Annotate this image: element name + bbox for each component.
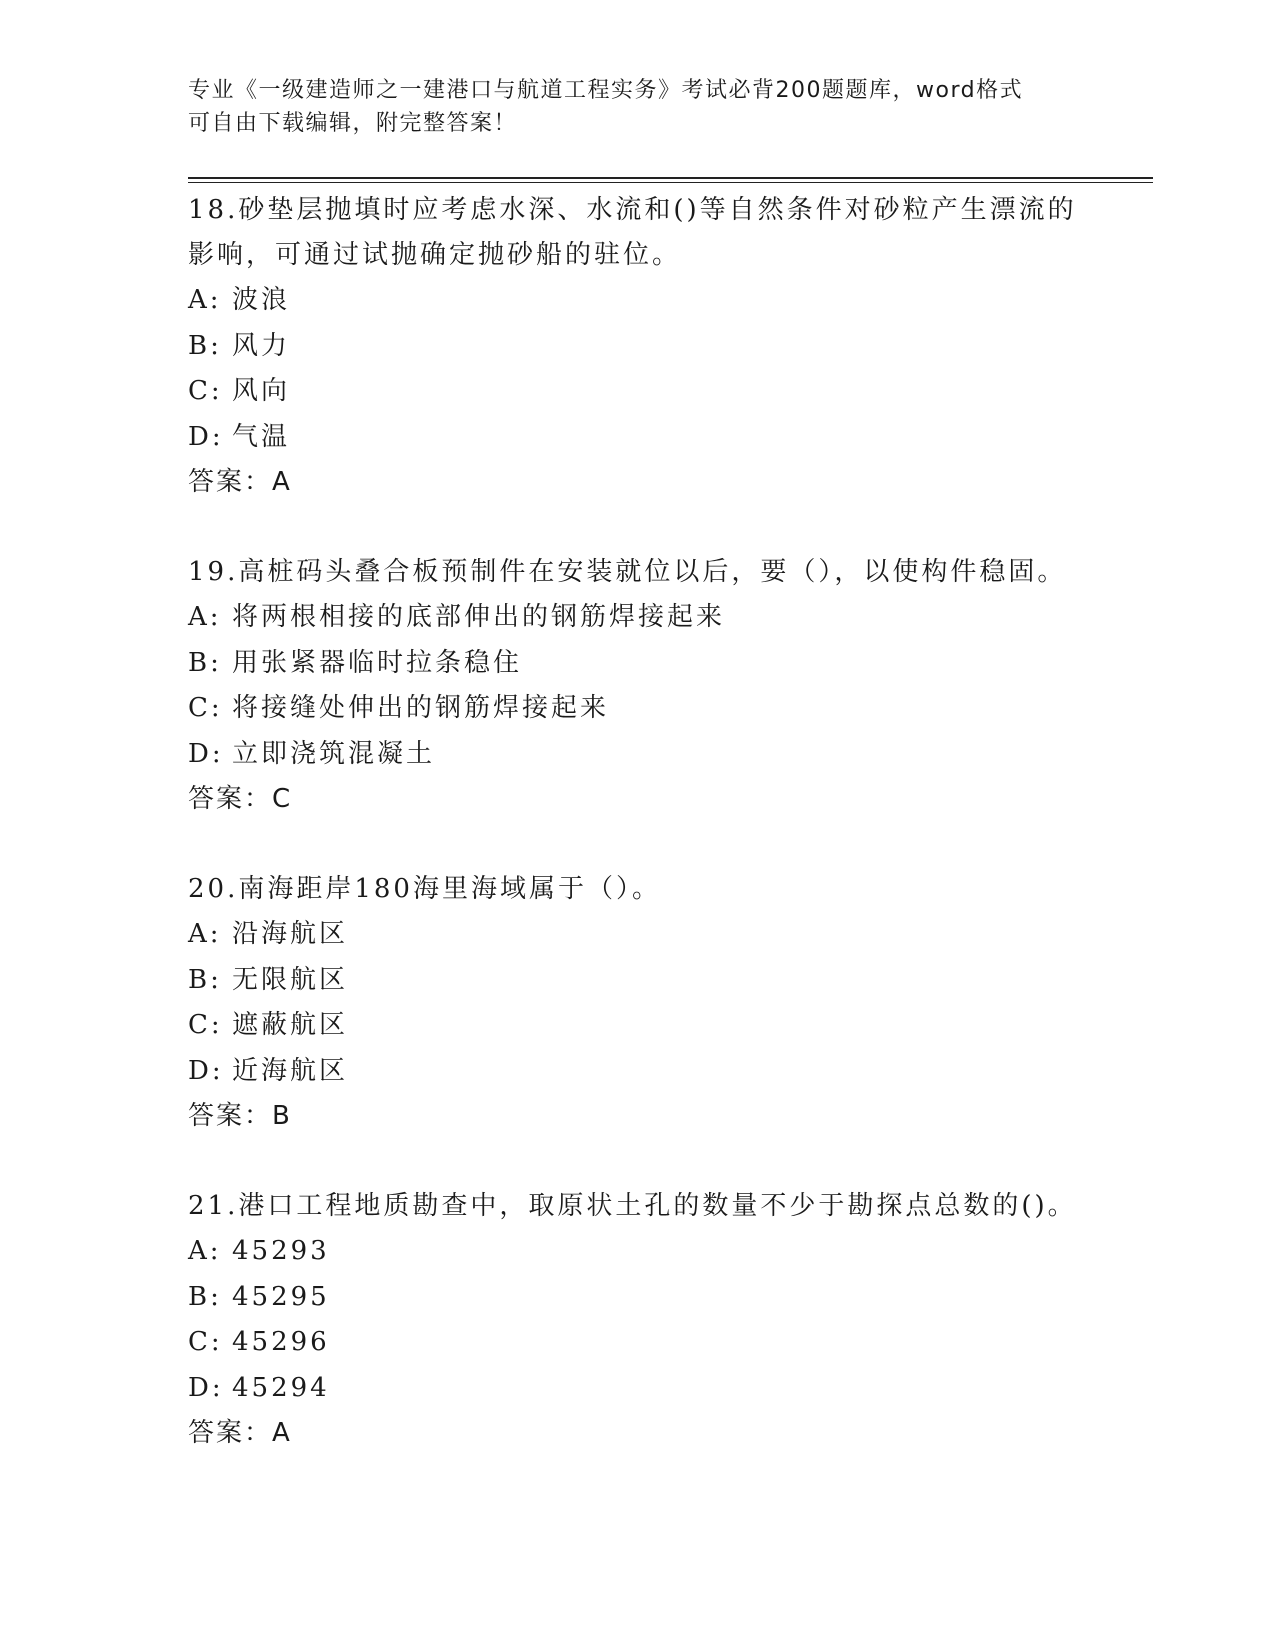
option-key: A: xyxy=(188,1236,222,1266)
option-text: 近海航区 xyxy=(232,1055,349,1086)
question-spacer xyxy=(188,1139,1108,1184)
option-text: 45293 xyxy=(232,1236,330,1266)
option-d xyxy=(188,1366,1108,1412)
option-text: 45295 xyxy=(232,1281,330,1312)
question-spacer xyxy=(188,505,1108,550)
option-key: A: xyxy=(188,602,222,632)
question-stem-line-1: 20.南海距岸180海里海域属于（）。 xyxy=(188,874,661,904)
option-text: 无限航区 xyxy=(232,964,349,995)
option-text: 沿海航区 xyxy=(232,919,349,949)
option-a xyxy=(188,912,1108,958)
option-text: 气温 xyxy=(232,421,291,452)
question-stem xyxy=(188,550,1108,595)
header-line-2: 可自由下载编辑，附完整答案！ xyxy=(188,111,518,136)
option-text: 用张紧器临时拉条稳住 xyxy=(232,647,523,678)
question-stem-line-1: 21.港口工程地质勘查中，取原状土孔的数量不少于勘探点总数的()。 xyxy=(188,1191,1077,1221)
question-stem-line-1: 18.砂垫层抛填时应考虑水深、水流和()等自然条件对砂粒产生漂流的 xyxy=(188,195,1077,225)
answer-line: 答案：C xyxy=(188,784,293,814)
question-stem-line-1: 19.高桩码头叠合板预制件在安装就位以后，要（），以使构件稳固。 xyxy=(188,557,1067,587)
option-text: 45294 xyxy=(232,1372,330,1403)
option-c xyxy=(188,369,1108,415)
option-text: 波浪 xyxy=(232,285,291,315)
header-divider-thick xyxy=(188,177,1153,179)
option-key: C: xyxy=(188,1010,223,1040)
option-b xyxy=(188,1275,1108,1321)
option-c xyxy=(188,1003,1108,1049)
option-key: B: xyxy=(188,1281,222,1312)
option-c xyxy=(188,1320,1108,1366)
option-b xyxy=(188,641,1108,687)
option-key: C: xyxy=(188,1327,223,1357)
option-text: 立即浇筑混凝土 xyxy=(232,738,436,769)
option-key: C: xyxy=(188,376,223,406)
question-20 xyxy=(188,867,1108,1139)
question-21 xyxy=(188,1184,1108,1456)
option-key: B: xyxy=(188,964,222,995)
option-b xyxy=(188,324,1108,370)
option-key: C: xyxy=(188,693,223,723)
question-stem xyxy=(188,867,1108,912)
answer-line: 答案：B xyxy=(188,1101,292,1131)
option-text: 45296 xyxy=(232,1327,330,1357)
option-text: 将接缝处伸出的钢筋焊接起来 xyxy=(232,693,610,723)
option-key: D: xyxy=(188,738,224,769)
answer-line: 答案：A xyxy=(188,467,292,497)
option-text: 风力 xyxy=(232,330,291,361)
header-line-1: 专业《一级建造师之一建港口与航道工程实务》考试必背200题题库，word格式 xyxy=(188,78,1024,103)
option-text: 将两根相接的底部伸出的钢筋焊接起来 xyxy=(232,602,726,632)
question-stem xyxy=(188,1184,1108,1229)
question-stem-line-2: 影响，可通过试抛确定抛砂船的驻位。 xyxy=(188,240,682,270)
option-key: D: xyxy=(188,1055,224,1086)
option-a xyxy=(188,278,1108,324)
option-key: B: xyxy=(188,647,222,678)
option-text: 风向 xyxy=(232,376,291,406)
header-divider-thin xyxy=(188,182,1153,183)
question-spacer xyxy=(188,822,1108,867)
option-d xyxy=(188,1049,1108,1095)
option-d xyxy=(188,415,1108,461)
document-header xyxy=(188,74,1088,140)
question-19 xyxy=(188,550,1108,822)
option-key: D: xyxy=(188,421,224,452)
option-a xyxy=(188,1229,1108,1275)
option-text: 遮蔽航区 xyxy=(232,1010,349,1040)
question-18 xyxy=(188,188,1108,505)
question-stem xyxy=(188,188,1108,278)
option-c xyxy=(188,686,1108,732)
option-key: A: xyxy=(188,285,222,315)
option-key: D: xyxy=(188,1372,224,1403)
option-d xyxy=(188,732,1108,778)
option-a xyxy=(188,595,1108,641)
option-b xyxy=(188,958,1108,1004)
question-list xyxy=(188,188,1108,1456)
option-key: A: xyxy=(188,919,222,949)
option-key: B: xyxy=(188,330,222,361)
answer-line: 答案：A xyxy=(188,1418,292,1448)
